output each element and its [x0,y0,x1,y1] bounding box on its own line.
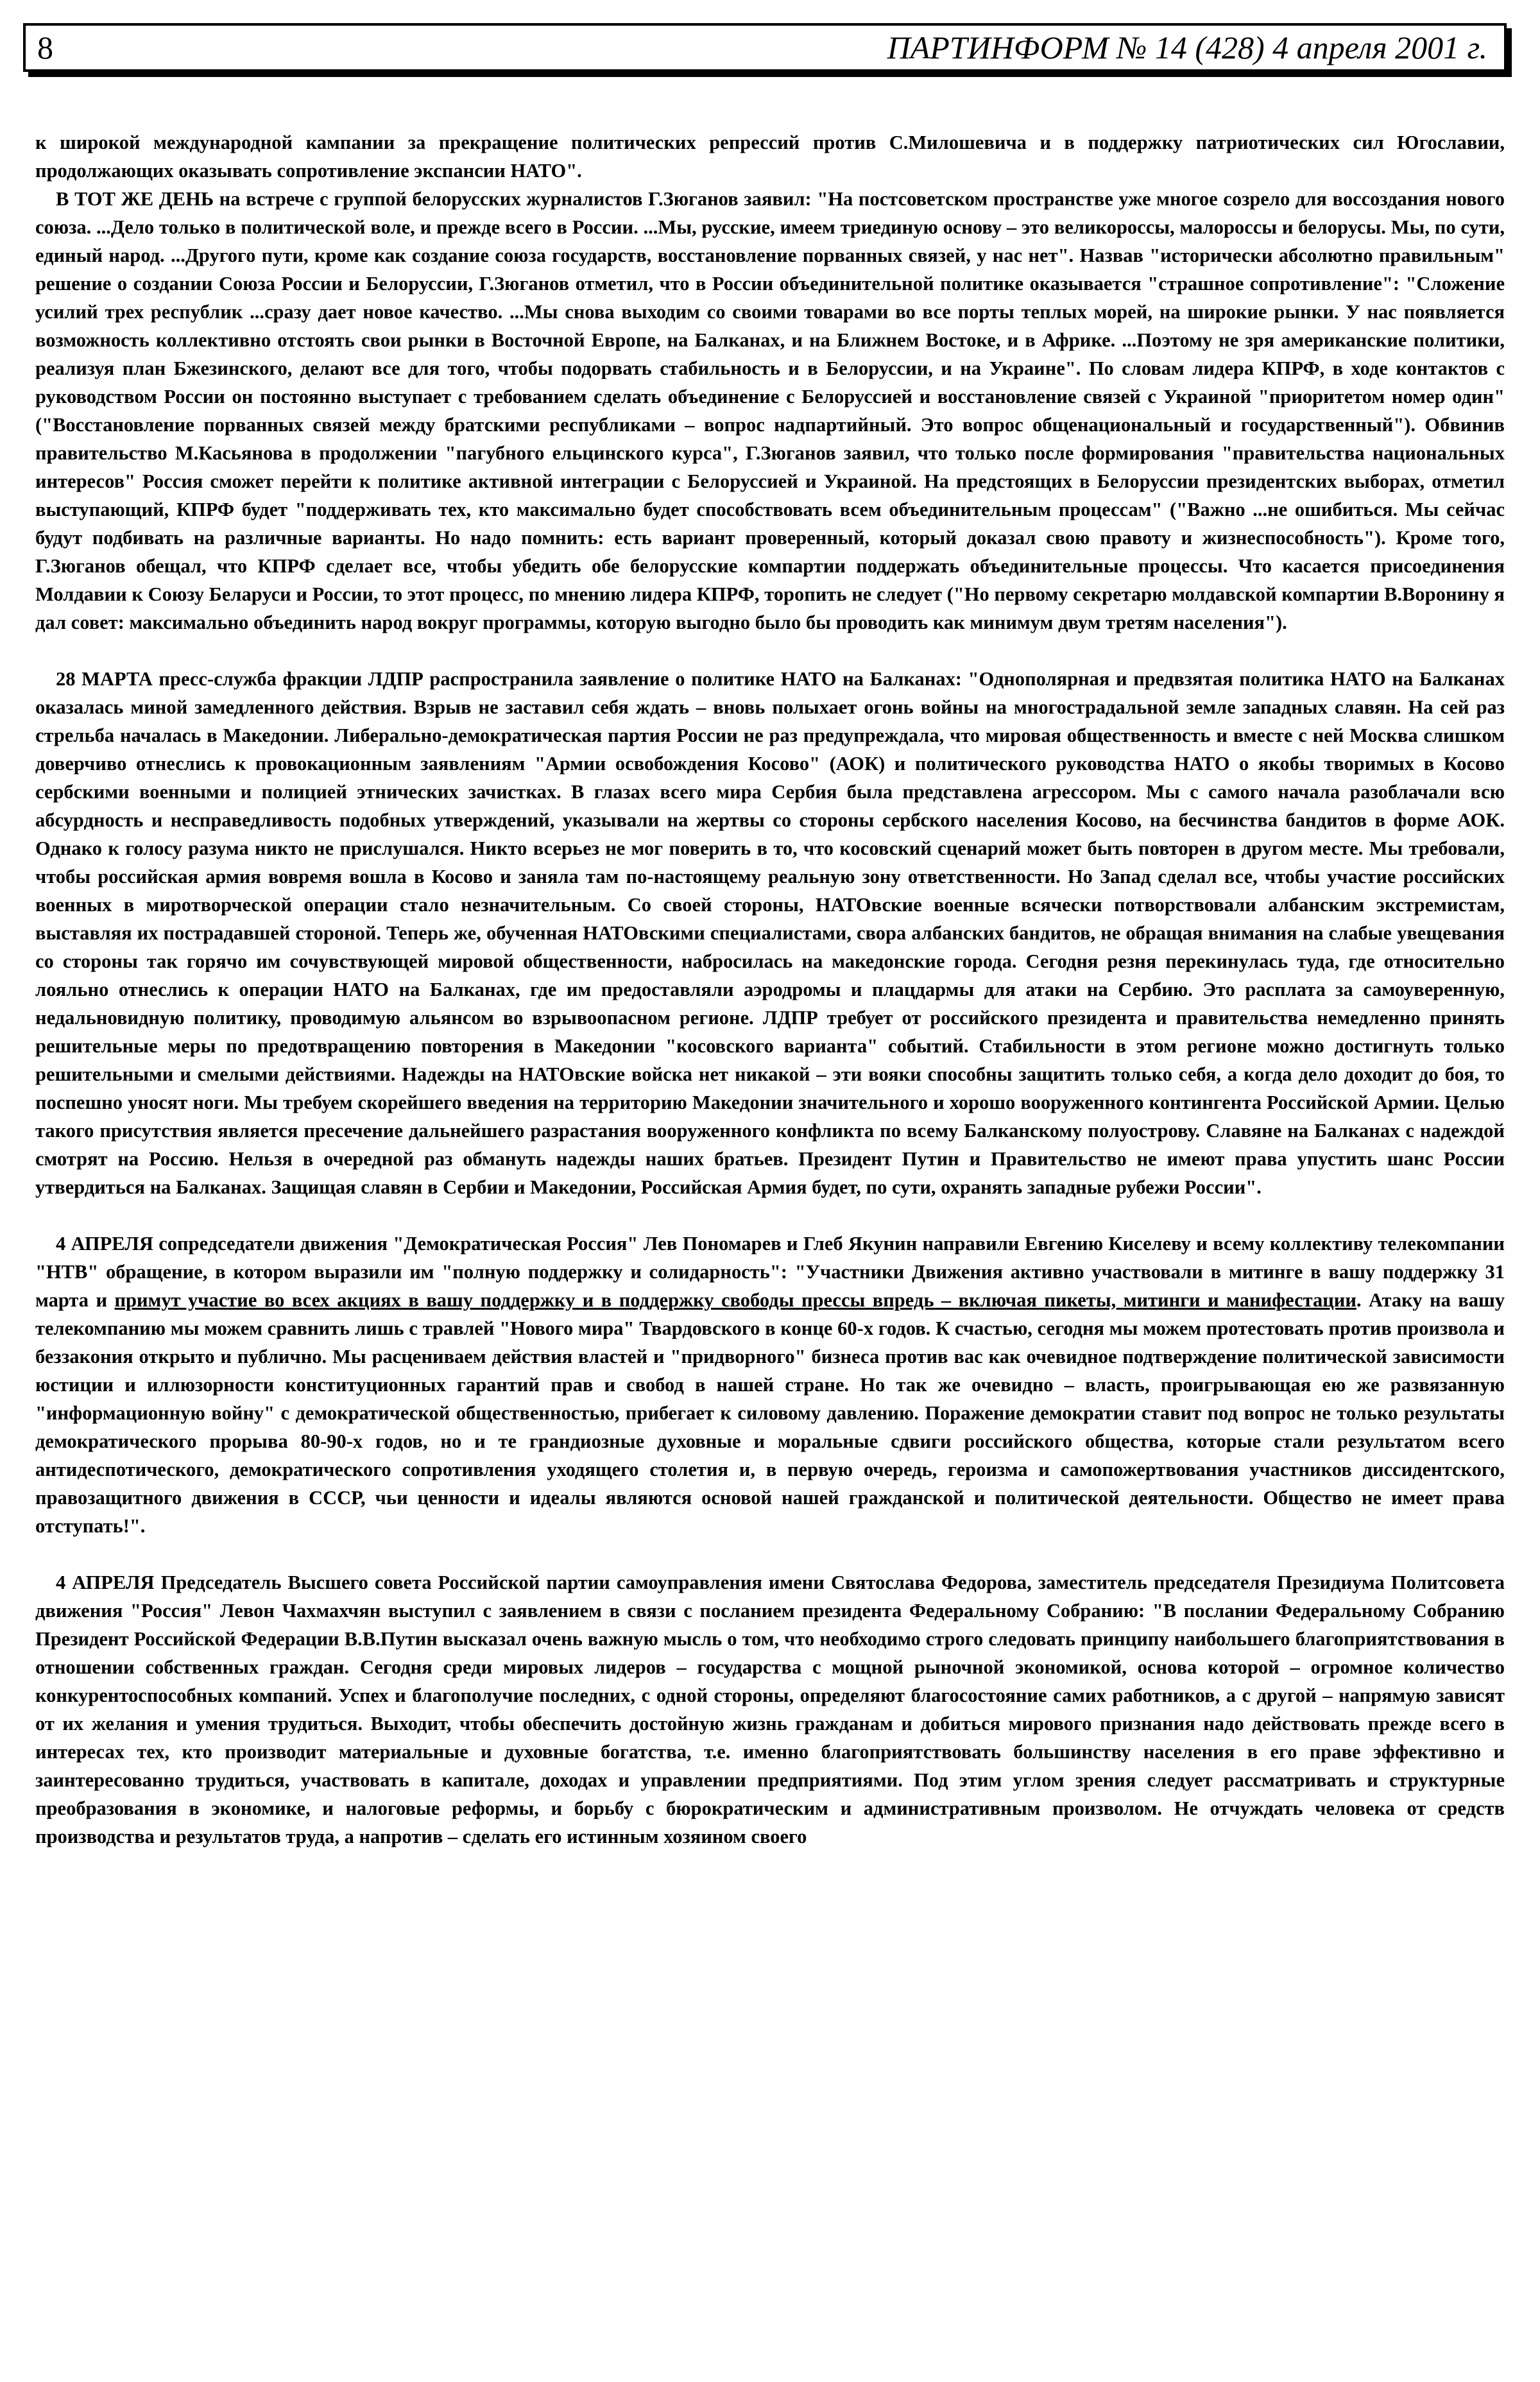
page-header [23,23,1507,72]
paragraph-gap [35,1201,1505,1230]
paragraph-gap [35,637,1505,665]
paragraph-continuation: к широкой международной кампании за прекращение политических репрессий против С.Милошевича и в поддержку патриотических сил Югославии, продолжающих оказывать сопротивление экспансии НАТО". [35,132,1505,182]
publication-title: ПАРТИНФОРМ № 14 (428) 4 апреля 2001 г. [887,30,1487,65]
page-number: 8 [37,30,53,65]
paragraph-text: 4 АПРЕЛЯ сопредседатели движения "Демократическая Россия" Лев Пономарев и Глеб Якунин направили Евгению Киселеву и всему коллективу телекомпании "НТВ" обращение, в котором выразили им "полную поддержку и солидарность": "Участники Движения активно участвовали в митинге в вашу поддержку 31 марта и [35,1233,1505,1311]
article-body [35,128,1505,1851]
paragraph-demrossiya [35,1230,1505,1540]
paragraph-ldpr: 28 МАРТА пресс-служба фракции ЛДПР распространила заявление о политике НАТО на Балканах: "Однополярная и предвзятая политика НАТО на Балканах оказалась миной замедленного действия. Взрыв не заставил себя ждать – вновь полыхает огонь войны на многострадальной земле западных славян. На сей раз стрельба началась в Македонии. Либерально-демократическая партия России не раз предупреждала, что мировая общественность и вместе с ней Москва слишком доверчиво отнеслись к провокационным заявлениям "Армии освобождения Косово" (АОК) и политического руководства НАТО о якобы творимых в Косово сербскими военными и полицией этнических зачистках. В глазах всего мира Сербия была представлена агрессором. Мы с самого начала разоблачали всю абсурдность и несправедливость подобных утверждений, указывали на жертвы со стороны сербского населения Косово, на бесчинства бандитов в форме АОК. Однако к голосу разума никто не прислушался. Никто всерьез не мог поверить в то, что косовский сценарий может быть повторен в другом месте. Мы требовали, чтобы российская армия вовремя вошла в Косово и заняла там по-настоящему реальную зону ответственности. Но Запад сделал все, чтобы участие российских военных в миротворческой операции стало незначительным. Со своей стороны, НАТОвские военные всячески потворствовали албанским экстремистам, выставляя их пострадавшей стороной. Теперь же, обученная НАТОвскими специалистами, свора албанских бандитов, не обращая внимания на слабые увещевания со стороны так горячо им сочувствующей мировой общественности, набросилась на македонские города. Сегодня резня перекинулась туда, где относительно лояльно отнеслись к операции НАТО на Балканах, где им предоставляли аэродромы и плацдармы для атаки на Сербию. Это расплата за самоуверенную, недальновидную политику, проводимую альянсом во взрывоопасном регионе. ЛДПР требует от российского президента и правительства немедленно принять решительные меры по предотвращению повторения в Македонии "косовского варианта" событий. Стабильности в этом регионе можно достигнуть только решительными и смелыми действиями. Надежды на НАТОвские войска нет никакой – эти вояки способны защитить только себя, а когда дело доходит до боя, то поспешно уносят ноги. Мы требуем скорейшего введения на территорию Македонии значительного и хорошо вооруженного контингента Российской Армии. Целью такого присутствия является пресечение дальнейшего разрастания вооруженного конфликта по всему Балканскому полуострову. Славяне на Балканах с надеждой смотрят на Россию. Нельзя в очередной раз обмануть надежды наших братьев. Президент Путин и Правительство не имеют права упустить шанс России утвердиться на Балканах. Защищая славян в Сербии и Македонии, Российская Армия будет, по сути, охранять западные рубежи России". [35,668,1505,1198]
paragraph-text: . Атаку на вашу телекомпанию мы можем сравнить лишь с травлей "Нового мира" Твардовского в конце 60-х годов. К счастью, сегодня мы можем протестовать против произвола и беззакония открыто и публично. Мы расцениваем действия властей и "придворного" бизнеса против вас как очевидное подтверждение политической зависимости юстиции и иллюзорности конституционных гарантий прав и свобод в нашей стране. Но так же очевидно – власть, проигрывающая ею же развязанную "информационную войну" с демократической общественностью, прибегает к силовому давлению. Поражение демократии ставит под вопрос не только результаты демократического прорыва 80-90-х годов, но и те грандиозные духовные и моральные сдвиги российского общества, которые стали результатом всего антидеспотического, демократического сопротивления уходящего столетия и, в первую очередь, героизма и самопожертвования участников диссидентского, правозащитного движения в СССР, чьи ценности и идеалы являются основой нашей гражданской и политической деятельности. Общество не имеет права отступать!". [35,1289,1505,1537]
underlined-text: примут участие во всех акциях в вашу поддержку и в поддержку свободы прессы впредь – включая пикеты, митинги и манифестации [114,1289,1356,1311]
paragraph-zyuganov: В ТОТ ЖЕ ДЕНЬ на встрече с группой белорусских журналистов Г.Зюганов заявил: "На постсоветском пространстве уже многое созрело для воссоздания нового союза. ...Дело только в политической воле, и прежде всего в России. ...Мы, русские, имеем триединую основу – это великороссы, малороссы и белорусы. Мы, по сути, единый народ. ...Другого пути, кроме как создание союза государств, восстановление порванных связей, у нас нет". Назвав "исторически абсолютно правильным" решение о создании Союза России и Белоруссии, Г.Зюганов отметил, что в России объединительной политике оказывается "страшное сопротивление": "Сложение усилий трех республик ...сразу дает новое качество. ...Мы снова выходим со своими товарами во все порты теплых морей, на широкие рынки. У нас появляется возможность коллективно отстоять свои рынки в Восточной Европе, на Балканах, и на Ближнем Востоке, и в Африке. ...Поэтому не зря американские политики, реализуя план Бжезинского, делают все для того, чтобы подорвать стабильность и в Белоруссии, и на Украине". По словам лидера КПРФ, в ходе контактов с руководством России он постоянно выступает с требованием сделать объединение с Белоруссией и восстановление связей с Украиной "приоритетом номер один" ("Восстановление порванных связей между братскими республиками – вопрос надпартийный. Это вопрос общенациональный и государственный"). Обвинив правительство М.Касьянова в продолжении "пагубного ельцинского курса", Г.Зюганов заявил, что только после формирования "правительства национальных интересов" Россия сможет перейти к политике активной интеграции с Белоруссией и Украиной. На предстоящих в Белоруссии президентских выборах, отметил выступающий, КПРФ будет "поддерживать тех, кто максимально будет способствовать всем объединительным процессам" ("Важно ...не ошибиться. Мы сейчас будут подбивать на различные варианты. Но надо помнить: есть вариант проверенный, который доказал свою правоту и жизнеспособность"). Кроме того, Г.Зюганов обещал, что КПРФ сделает все, чтобы убедить обе белорусские компартии поддержать объединительные процессы. Что касается присоединения Молдавии к Союзу Беларуси и России, то этот процесс, по мнению лидера КПРФ, торопить не следует ("Но первому секретарю молдавской компартии В.Воронину я дал совет: максимально объединить народ вокруг программы, которую выгодно было бы проводить как минимум двум третям населения"). [35,188,1505,633]
paragraph-gap [35,1540,1505,1568]
paragraph-chakhmakhchyan: 4 АПРЕЛЯ Председатель Высшего совета Российской партии самоуправления имени Святослава Федорова, заместитель председателя Президиума Политсовета движения "Россия" Левон Чахмахчян выступил с заявлением в связи с посланием президента Федеральному Собранию: "В послании Федеральному Собранию Президент Российской Федерации В.В.Путин высказал очень важную мысль о том, что необходимо строго следовать принципу наибольшего благоприятствования в отношении собственных граждан. Сегодня среди мировых лидеров – государства с мощной рыночной экономикой, основа которой – огромное количество конкурентоспособных компаний. Успех и благополучие последних, с одной стороны, определяют благосостояние самих работников, а с другой – напрямую зависят от их желания и умения трудиться. Выходит, чтобы обеспечить достойную жизнь гражданам и добиться мирового признания надо действовать прежде всего в интересах тех, кто производит материальные и духовные богатства, т.е. именно благоприятствовать большинству населения в его праве эффективно и заинтересованно трудиться, участвовать в капитале, доходах и управлении предприятиями. Под этим углом зрения следует рассматривать и структурные преобразования в экономике, и налоговые реформы, и борьбу с бюрократическим и административным произволом. Не отчуждать человека от средств производства и результатов труда, а напротив – сделать его истинным хозяином своего [35,1572,1505,1847]
